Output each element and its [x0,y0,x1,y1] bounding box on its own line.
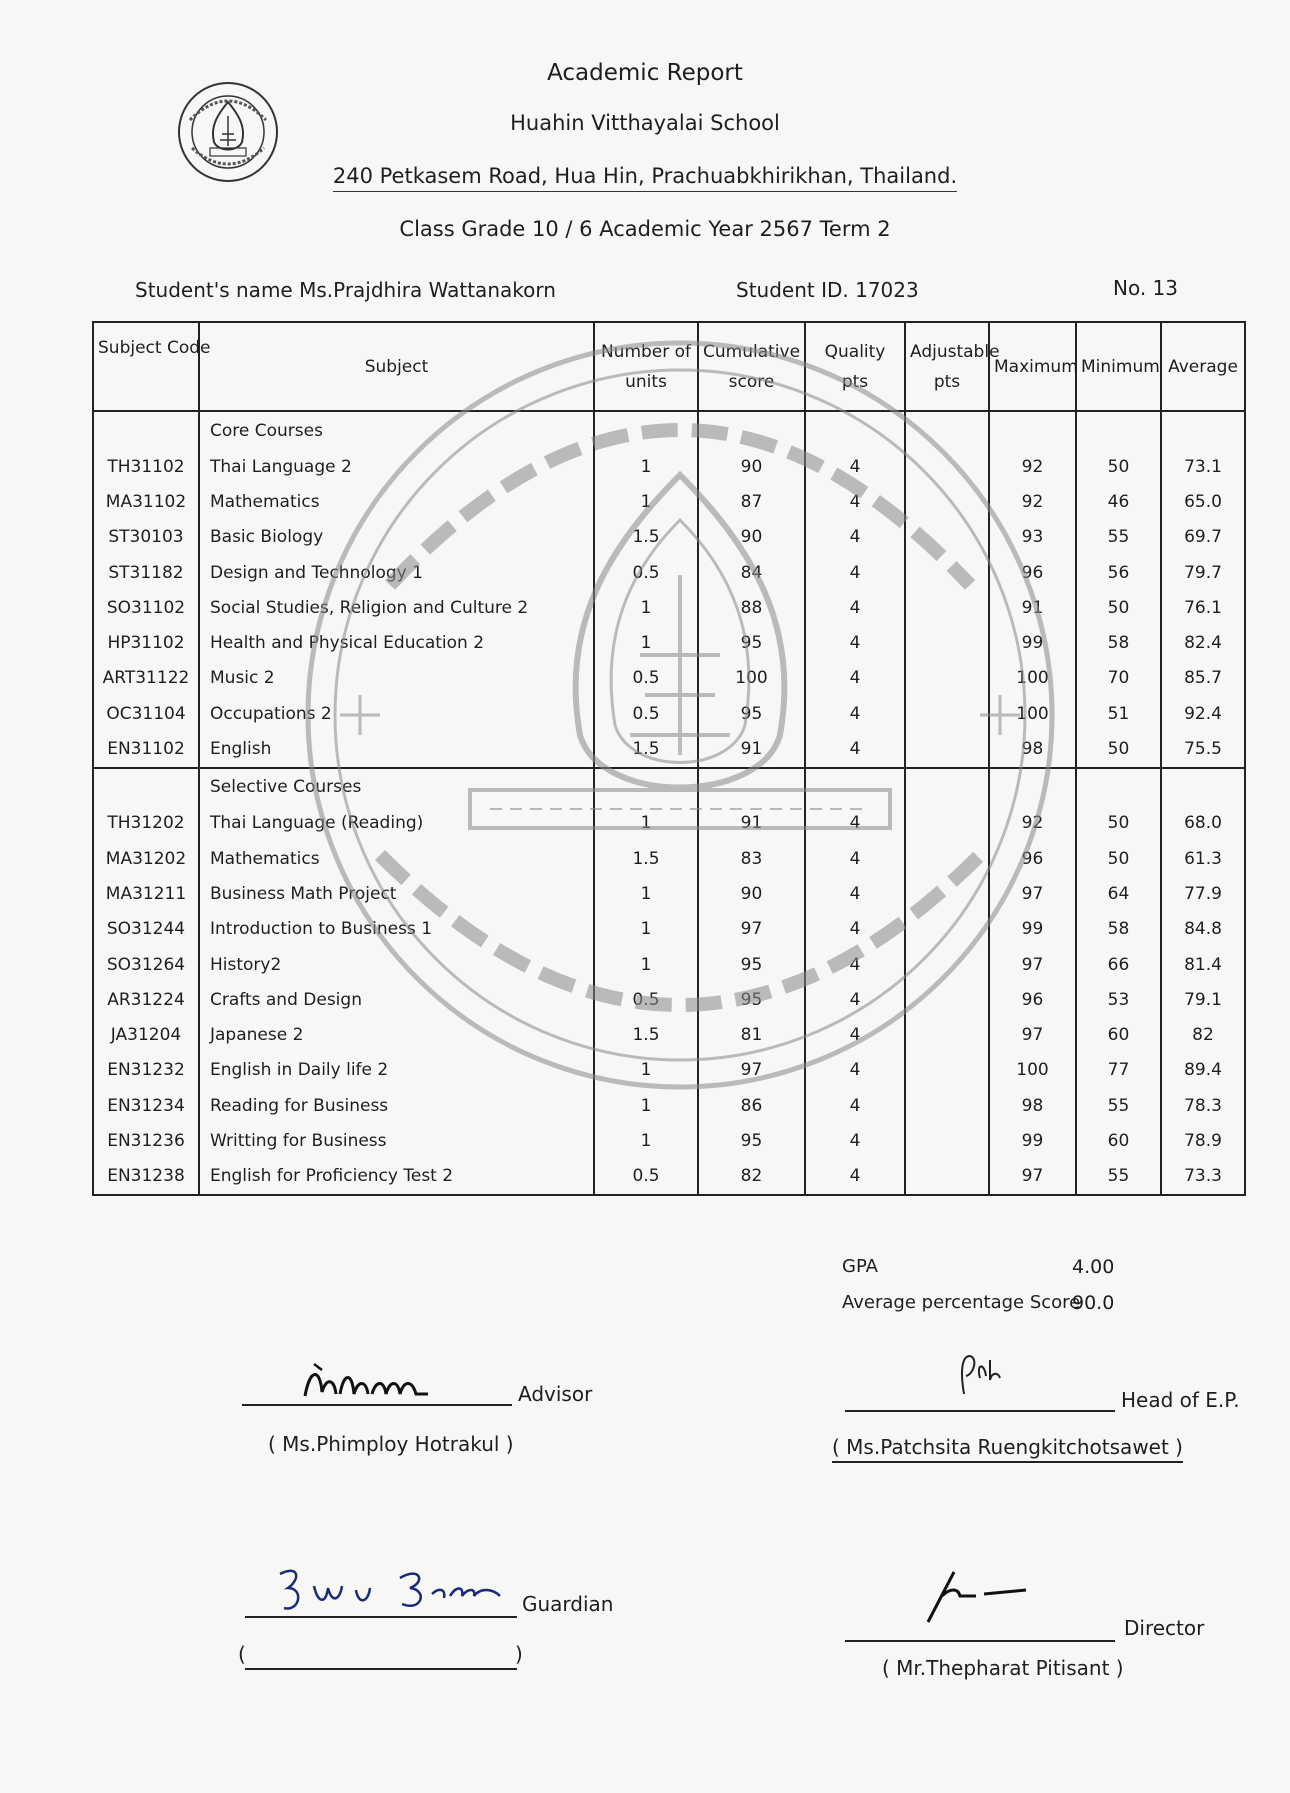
cell-quality-pts: 4 [805,625,905,660]
cell-cumulative-score: 97 [698,912,805,947]
cell-minimum: 50 [1076,449,1161,484]
cell-subject: Basic Biology [199,520,594,555]
average-score-label: Average percentage Score [842,1292,1081,1313]
group-title: Core Courses [199,411,594,449]
col-cumulative-line1: Cumulative [703,341,801,362]
cell-cumulative-score: 86 [698,1088,805,1123]
cell-units: 1.5 [594,520,698,555]
cell-minimum: 60 [1076,1123,1161,1158]
col-average: Average [1161,322,1245,411]
cell-subject-code: SO31264 [93,947,199,982]
advisor-name: ( Ms.Phimploy Hotrakul ) [268,1432,514,1456]
guardian-signature [270,1560,520,1620]
cell-minimum: 60 [1076,1017,1161,1052]
cell-quality-pts: 4 [805,520,905,555]
group-row-empty-cell [1076,411,1161,449]
group-title: Selective Courses [199,768,594,806]
group-row-empty-cell [93,768,199,806]
student-number: No. 13 [1113,276,1179,300]
cell-units: 1 [594,1088,698,1123]
cell-units: 1 [594,625,698,660]
cell-maximum: 100 [989,1053,1076,1088]
cell-units: 1 [594,1053,698,1088]
cell-average: 81.4 [1161,947,1245,982]
cell-cumulative-score: 100 [698,661,805,696]
cell-subject-code: EN31238 [93,1159,199,1195]
cell-minimum: 55 [1076,1159,1161,1195]
gpa-label: GPA [842,1256,878,1277]
cell-minimum: 64 [1076,876,1161,911]
cell-subject-code: EN31102 [93,731,199,767]
group-row-empty-cell [1161,768,1245,806]
cell-units: 0.5 [594,982,698,1017]
cell-subject-code: AR31224 [93,982,199,1017]
cell-cumulative-score: 95 [698,625,805,660]
cell-quality-pts: 4 [805,841,905,876]
cell-maximum: 98 [989,731,1076,767]
cell-subject: Business Math Project [199,876,594,911]
cell-subject: Reading for Business [199,1088,594,1123]
cell-subject: Crafts and Design [199,982,594,1017]
cell-cumulative-score: 97 [698,1053,805,1088]
cell-quality-pts: 4 [805,982,905,1017]
head-ep-signature [946,1350,1006,1400]
cell-subject-code: OC31104 [93,696,199,731]
cell-subject-code: ART31122 [93,661,199,696]
cell-subject: Thai Language (Reading) [199,806,594,841]
school-address: 240 Petkasem Road, Hua Hin, Prachuabkhirikhan, Thailand. [333,164,957,192]
cell-subject-code: EN31234 [93,1088,199,1123]
cell-adjustable-pts [905,1123,989,1158]
cell-units: 0.5 [594,555,698,590]
cell-maximum: 96 [989,841,1076,876]
cell-average: 76.1 [1161,590,1245,625]
cell-maximum: 99 [989,912,1076,947]
cell-subject: Mathematics [199,484,594,519]
cell-minimum: 50 [1076,590,1161,625]
cell-minimum: 51 [1076,696,1161,731]
cell-units: 1.5 [594,1017,698,1052]
cell-minimum: 46 [1076,484,1161,519]
cell-subject-code: TH31102 [93,449,199,484]
cell-quality-pts: 4 [805,1017,905,1052]
cell-units: 0.5 [594,1159,698,1195]
cell-adjustable-pts [905,1159,989,1195]
head-ep-name: ( Ms.Patchsita Ruengkitchotsawet ) [832,1435,1183,1463]
guardian-name-open: ( [238,1642,246,1666]
student-id: Student ID. 17023 [736,278,919,302]
cell-subject: Music 2 [199,661,594,696]
col-subject-code: Subject Code [93,322,199,411]
cell-units: 1 [594,590,698,625]
cell-average: 79.1 [1161,982,1245,1017]
col-subject: Subject [199,322,594,411]
cell-subject-code: MA31202 [93,841,199,876]
group-row-empty-cell [1161,411,1245,449]
cell-subject-code: MA31102 [93,484,199,519]
cell-minimum: 53 [1076,982,1161,1017]
cell-average: 92.4 [1161,696,1245,731]
cell-subject: Design and Technology 1 [199,555,594,590]
cell-average: 78.9 [1161,1123,1245,1158]
cell-subject-code: JA31204 [93,1017,199,1052]
average-score-value: 90.0 [1072,1292,1115,1314]
cell-average: 77.9 [1161,876,1245,911]
cell-average: 82.4 [1161,625,1245,660]
cell-units: 0.5 [594,696,698,731]
cell-maximum: 93 [989,520,1076,555]
table-row [93,1123,1245,1158]
cell-average: 79.7 [1161,555,1245,590]
cell-minimum: 58 [1076,625,1161,660]
col-units-line2: units [625,371,667,392]
advisor-signature [300,1358,440,1408]
cell-subject-code: TH31202 [93,806,199,841]
cell-quality-pts: 4 [805,947,905,982]
cell-maximum: 92 [989,806,1076,841]
col-adjustable-line2: pts [933,371,961,392]
cell-quality-pts: 4 [805,1088,905,1123]
col-quality-line1: Quality [824,341,886,362]
cell-cumulative-score: 91 [698,731,805,767]
director-signature-line [845,1640,1115,1642]
cell-units: 1 [594,484,698,519]
cell-minimum: 55 [1076,1088,1161,1123]
col-units-line1: Number of [600,341,692,362]
cell-quality-pts: 4 [805,1053,905,1088]
group-row-empty-cell [1076,768,1161,806]
cell-maximum: 97 [989,947,1076,982]
cell-maximum: 99 [989,1123,1076,1158]
cell-minimum: 55 [1076,520,1161,555]
cell-average: 61.3 [1161,841,1245,876]
cell-minimum: 50 [1076,806,1161,841]
cell-minimum: 50 [1076,841,1161,876]
cell-quality-pts: 4 [805,555,905,590]
cell-cumulative-score: 90 [698,876,805,911]
guardian-label: Guardian [522,1592,614,1616]
cell-minimum: 58 [1076,912,1161,947]
cell-subject: Writting for Business [199,1123,594,1158]
cell-quality-pts: 4 [805,1123,905,1158]
cell-cumulative-score: 84 [698,555,805,590]
cell-subject: Health and Physical Education 2 [199,625,594,660]
advisor-label: Advisor [518,1382,593,1406]
class-line: Class Grade 10 / 6 Academic Year 2567 Term 2 [399,217,891,241]
cell-average: 68.0 [1161,806,1245,841]
cell-subject-code: ST30103 [93,520,199,555]
student-name: Student's name Ms.Prajdhira Wattanakorn [135,278,556,302]
cell-cumulative-score: 81 [698,1017,805,1052]
cell-minimum: 50 [1076,731,1161,767]
cell-average: 84.8 [1161,912,1245,947]
cell-quality-pts: 4 [805,806,905,841]
cell-units: 0.5 [594,661,698,696]
cell-maximum: 96 [989,982,1076,1017]
cell-subject-code: MA31211 [93,876,199,911]
cell-subject: Social Studies, Religion and Culture 2 [199,590,594,625]
cell-cumulative-score: 88 [698,590,805,625]
cell-units: 1 [594,947,698,982]
cell-subject-code: SO31244 [93,912,199,947]
cell-maximum: 99 [989,625,1076,660]
cell-subject-code: SO31102 [93,590,199,625]
cell-subject: English [199,731,594,767]
cell-cumulative-score: 91 [698,806,805,841]
cell-cumulative-score: 83 [698,841,805,876]
cell-subject: English for Proficiency Test 2 [199,1159,594,1195]
cell-subject: English in Daily life 2 [199,1053,594,1088]
cell-subject: Thai Language 2 [199,449,594,484]
cell-subject-code: HP31102 [93,625,199,660]
cell-units: 1.5 [594,731,698,767]
cell-average: 73.3 [1161,1159,1245,1195]
cell-subject: Mathematics [199,841,594,876]
cell-quality-pts: 4 [805,449,905,484]
cell-maximum: 91 [989,590,1076,625]
cell-quality-pts: 4 [805,731,905,767]
col-maximum: Maximum [989,322,1076,411]
cell-units: 1.5 [594,841,698,876]
cell-maximum: 100 [989,661,1076,696]
cell-cumulative-score: 90 [698,520,805,555]
cell-maximum: 92 [989,449,1076,484]
cell-subject: Occupations 2 [199,696,594,731]
col-adjustable-line1: Adjustable [910,341,1000,362]
cell-average: 89.4 [1161,1053,1245,1088]
cell-minimum: 66 [1076,947,1161,982]
school-stamp-watermark [300,335,1060,1095]
director-label: Director [1124,1616,1205,1640]
cell-cumulative-score: 95 [698,1123,805,1158]
table-row [93,1159,1245,1195]
cell-quality-pts: 4 [805,1159,905,1195]
col-minimum: Minimum [1076,322,1161,411]
guardian-signature-line [245,1616,517,1618]
report-title: Academic Report [547,60,743,86]
cell-subject: Introduction to Business 1 [199,912,594,947]
school-name: Huahin Vitthayalai School [510,111,780,135]
cell-cumulative-score: 87 [698,484,805,519]
cell-cumulative-score: 95 [698,696,805,731]
cell-subject-code: EN31236 [93,1123,199,1158]
guardian-name-line [245,1668,517,1670]
guardian-name-close: ) [515,1642,523,1666]
col-cumulative-line2: score [728,371,775,392]
cell-maximum: 98 [989,1088,1076,1123]
cell-maximum: 96 [989,555,1076,590]
cell-subject-code: ST31182 [93,555,199,590]
cell-cumulative-score: 95 [698,982,805,1017]
school-address-wrap [0,164,1290,192]
gpa-value: 4.00 [1072,1256,1115,1278]
cell-average: 75.5 [1161,731,1245,767]
cell-cumulative-score: 95 [698,947,805,982]
director-name: ( Mr.Thepharat Pitisant ) [882,1656,1124,1680]
cell-average: 78.3 [1161,1088,1245,1123]
cell-average: 82 [1161,1017,1245,1052]
cell-units: 1 [594,876,698,911]
cell-cumulative-score: 90 [698,449,805,484]
cell-units: 1 [594,449,698,484]
cell-minimum: 77 [1076,1053,1161,1088]
cell-average: 73.1 [1161,449,1245,484]
cell-minimum: 56 [1076,555,1161,590]
cell-average: 69.7 [1161,520,1245,555]
director-signature [920,1566,1040,1626]
cell-quality-pts: 4 [805,876,905,911]
cell-quality-pts: 4 [805,661,905,696]
cell-maximum: 100 [989,696,1076,731]
head-ep-label: Head of E.P. [1121,1388,1240,1412]
cell-quality-pts: 4 [805,484,905,519]
cell-average: 85.7 [1161,661,1245,696]
cell-cumulative-score: 82 [698,1159,805,1195]
col-quality-line2: pts [841,371,869,392]
cell-quality-pts: 4 [805,912,905,947]
cell-maximum: 92 [989,484,1076,519]
cell-maximum: 97 [989,876,1076,911]
cell-maximum: 97 [989,1159,1076,1195]
cell-subject-code: EN31232 [93,1053,199,1088]
cell-units: 1 [594,912,698,947]
group-row-empty-cell [93,411,199,449]
head-ep-signature-line [845,1410,1115,1412]
cell-subject: Japanese 2 [199,1017,594,1052]
cell-maximum: 97 [989,1017,1076,1052]
cell-average: 65.0 [1161,484,1245,519]
cell-units: 1 [594,1123,698,1158]
cell-units: 1 [594,806,698,841]
cell-minimum: 70 [1076,661,1161,696]
cell-quality-pts: 4 [805,696,905,731]
cell-subject: History2 [199,947,594,982]
cell-quality-pts: 4 [805,590,905,625]
advisor-signature-line [242,1404,512,1406]
